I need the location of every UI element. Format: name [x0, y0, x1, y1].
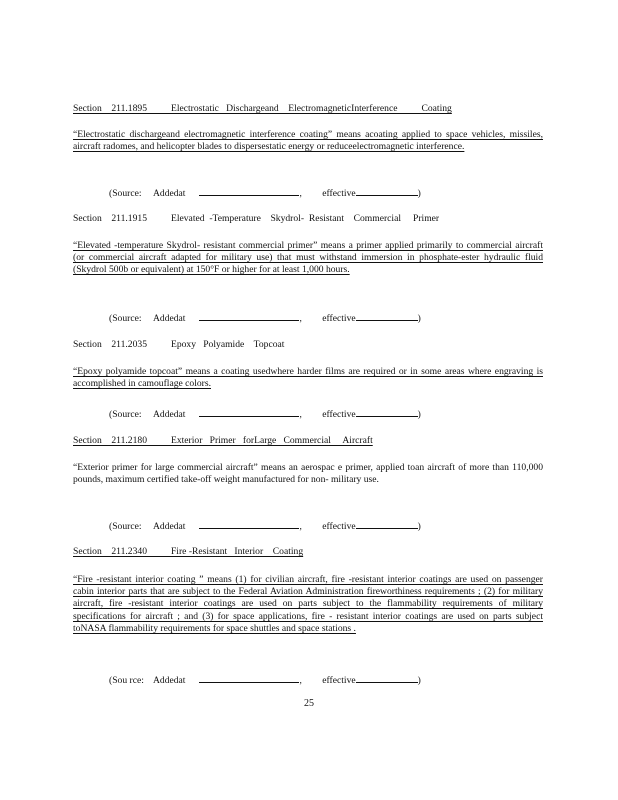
- source-close: ): [417, 521, 421, 532]
- source-prefix: (Source: Addedat: [109, 188, 186, 199]
- source-close: ): [417, 675, 421, 686]
- effective-label: effective: [322, 313, 356, 324]
- section-heading: Section 211.2180 Exterior Primer forLarge Commercial Aircraft: [73, 435, 373, 446]
- date-blank: [199, 672, 299, 683]
- section-heading: Section 211.1915 Elevated -Temperature Skydrol- Resistant Commercial Primer: [73, 213, 440, 224]
- page-number: 25: [304, 698, 314, 709]
- source-close: ): [417, 313, 421, 324]
- effective-label: effective: [322, 188, 356, 199]
- section-body: “Elevated -temperature Skydrol- resistant commercial primer” means a primer applied primarily to commercial aircraft (or commercial aircraft adapted for military use) that must withstand immersion in phosphate-ester hydraulic fluid (Skydrol 500b or equivalent) at 150°F or higher for at least 1,000 hours.: [73, 240, 543, 276]
- effective-label: effective: [322, 409, 356, 420]
- source-comma: ,: [299, 313, 302, 324]
- date-blank: [199, 310, 299, 321]
- source-line: [109, 406, 421, 421]
- source-prefix: (Source: Addedat: [109, 521, 186, 532]
- source-line: [109, 518, 421, 533]
- section-body: “Epoxy polyamide topcoat” means a coating usedwhere harder films are required or in some areas where engraving is accomplished in camouflage colors.: [73, 366, 543, 390]
- section-body: “Exterior primer for large commercial aircraft” means an aerospac e primer, applied toan aircraft of more than 110,000 pounds, maximum certified take-off weight manufactured for non- military use.: [73, 462, 543, 486]
- source-prefix: (Sou rce: Addedat: [109, 675, 186, 686]
- source-comma: ,: [299, 188, 302, 199]
- effective-label: effective: [322, 521, 356, 532]
- section-body: “Electrostatic dischargeand electromagnetic interference coating” means acoating applied to space vehicles, missiles, aircraft radomes, and helicopter blades to dispersestatic energy or reduceelectromagnetic interference.: [73, 129, 543, 153]
- effective-blank: [356, 672, 418, 683]
- date-blank: [199, 185, 299, 196]
- date-blank: [199, 518, 299, 529]
- effective-blank: [356, 518, 418, 529]
- effective-blank: [356, 310, 418, 321]
- effective-blank: [356, 185, 418, 196]
- source-line: [109, 185, 421, 200]
- section-heading: Section 211.2340 Fire -Resistant Interior Coating: [73, 546, 304, 557]
- source-line: [109, 310, 421, 325]
- section-heading: Section 211.2035 Epoxy Polyamide Topcoat: [73, 339, 285, 350]
- source-line: [109, 672, 421, 687]
- source-comma: ,: [299, 675, 302, 686]
- source-prefix: (Source: Addedat: [109, 313, 186, 324]
- source-comma: ,: [299, 521, 302, 532]
- source-prefix: (Source: Addedat: [109, 409, 186, 420]
- section-body: “Fire -resistant interior coating ” means (1) for civilian aircraft, fire -resistant interior coatings are used on passenger cabin interior parts that are subject to the Federal Aviation Administration fireworthiness requirements ; (2) for military aircraft, fire -resistant interior coatings are used on parts subject to the flammability requirements of military specifications for aircraft ; and (3) for space applications, fire - resistant interior coatings are used on parts subject toNASA flammability requirements for space shuttles and space stations .: [73, 574, 543, 634]
- section-heading: Section 211.1895 Electrostatic Dischargeand ElectromagneticInterference Coating: [73, 103, 452, 114]
- effective-blank: [356, 406, 418, 417]
- source-close: ): [417, 188, 421, 199]
- source-close: ): [417, 409, 421, 420]
- source-comma: ,: [299, 409, 302, 420]
- date-blank: [199, 406, 299, 417]
- effective-label: effective: [322, 675, 356, 686]
